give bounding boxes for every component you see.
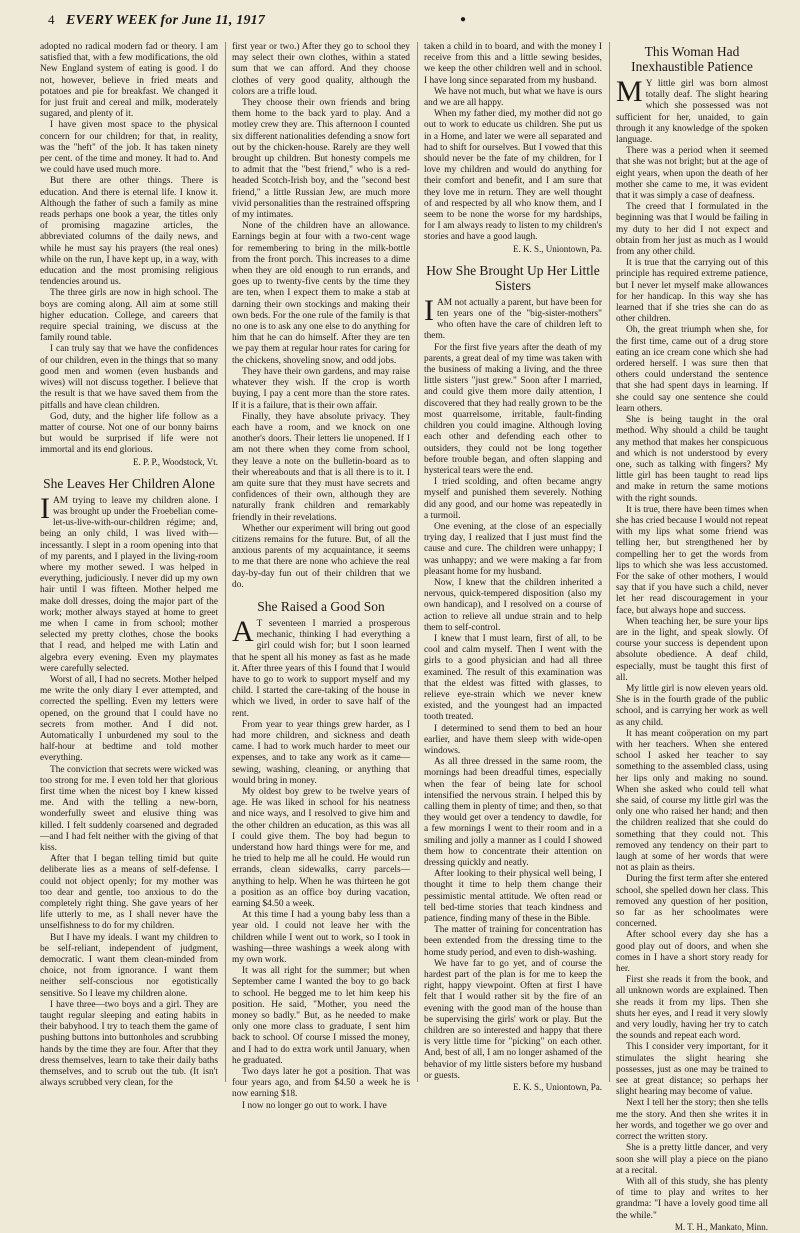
article-title: She Leaves Her Children Alone <box>43 475 215 491</box>
paragraph: She is a pretty little dancer, and very soon she will play a piece on the piano at a recital. <box>616 1143 768 1176</box>
paragraph: After looking to their physical well being, I thought it time to help them change their pessimistic mental attitude. We often read or tell bed-time stories that teach kindness and patience, finding many of these in the Bible. <box>424 869 602 925</box>
paragraph: I can truly say that we have the confidences of our children, even in the things that so many good men and women (even husbands and wives) will not discuss together. I believe that the result is that we have saved them from the pitfalls and have clean children. <box>40 344 218 411</box>
column-4 <box>616 42 768 1232</box>
paragraph: We have not much, but what we have is ours and we are all happy. <box>424 86 602 109</box>
paragraph: There was a period when it seemed that she was not bright; but at the age of eight years, when upon the death of her mother she came to me, it was evident that it was simply a case of deafness. <box>616 146 768 202</box>
paragraph: I have given most space to the physical concern for our children; for that, in reality, was the "heft" of the job. It has taken ninety per cent. of the time and money. It had to. And we could have used much more. <box>40 120 218 176</box>
page-header <box>48 12 764 34</box>
paragraph: Now, I knew that the children inherited a nervous, quick-tempered disposition (also my own handicap), and I resolved on a course of action to relieve all undue strain and to help them to self-control. <box>424 577 602 633</box>
column-1 <box>40 42 218 1089</box>
paragraph: It is true that the carrying out of this principle has required extreme patience, but I never let myself make allowances for her handicap. In this way she has learned that if she tries she can do as other children. <box>616 258 768 325</box>
column-divider <box>225 42 226 1082</box>
paragraph: From year to year things grew harder, as I had more children, and sickness and death came. I had to work much harder to meet our expenses, and to take any work as it came—sewing, washing, cleaning, or anything that would bring in money. <box>232 719 410 786</box>
ornament-dot-icon: ● <box>460 14 467 25</box>
paragraph: This I consider very important, for it stimulates the slight hearing she possesses, just as one may be trained to see at great distance; so perhaps her slight hearing may become of value. <box>616 1042 768 1098</box>
paragraph: first year or two.) After they go to school they may select their own clothes, within a stated sum that we can afford. And they choose clothes of very good quality, although the colors are a trifle loud. <box>232 42 410 97</box>
article-title: She Raised a Good Son <box>257 598 385 614</box>
article-lead-paragraph <box>616 75 768 146</box>
continued-article <box>40 42 218 468</box>
article-lead-paragraph <box>232 614 410 720</box>
paragraph: But there are other things. There is education. And there is eternal life. I know it. Although the father of such a family as mine reads perhaps one book a year, the titles only of promising magazine articles, the abbreviated columns of the daily news, and while he must say his prayers (the real ones) while on the run, I have kept up, in a way, with education and the most promising religious tendencies around us. <box>40 176 218 288</box>
paragraph: One evening, at the close of an especially trying day, I realized that I just must find the cause and cure. The children were unhappy; I was unhappy; and we were making a far from pleasant home for my husband. <box>424 521 602 577</box>
paragraph: My little girl is now eleven years old. She is in the fourth grade of the public school, and is carrying her work as well as any child. <box>616 683 768 728</box>
paragraph: When my father died, my mother did not go out to work to educate us children. She put us in a Home, and later we were all separated and had to shift for ourselves. But I vowed that this should never be the fate of my children, for I love my children and would do anything for their comfort and benefit, and I am sure that they love me in return. They are well thought of and respected by all who know them, and I seem to be none the worse for my hardships, for I am always ready to listen to my children's stories and have a good laugh. <box>424 109 602 243</box>
paragraph: adopted no radical modern fad or theory. I am satisfied that, with a few modifications, the old New England system of eating is good. I do not, however, believe in fried meats and potatoes and pie for breakfast. We changed it for just fruit and cereal and milk, moderately sugared, and plenty of it. <box>40 42 218 120</box>
column-2 <box>232 42 410 1111</box>
article-lead-paragraph <box>424 293 602 343</box>
column-divider <box>417 42 418 1082</box>
paragraph: I knew that I must learn, first of all, to be cool and calm myself. Then I went with the girls to a good physician and had all three examined. The result of this examination was that the eldest was fitted with glasses, to relieve eye-strain which we never knew existed, and the youngest had an impacted tooth treated. <box>424 633 602 723</box>
paragraph: Two days later he got a position. That was four years ago, and from $4.50 a week he is now earning $18. <box>232 1067 410 1100</box>
lead-text: AM not actually a parent, but have been for ten years one of the "big-sister-mothers" who often have the care of children left to them. <box>424 297 602 342</box>
signature: M. T. H., Mankato, Minn. <box>674 1221 768 1232</box>
paragraph: Next I tell her the story; then she tells me the story. And then she writes it in her words, and together we go over and correct the written story. <box>616 1098 768 1143</box>
paragraph: It is true, there have been times when she has cried because I would not repeat with my lips what some friend was telling her, but strengthened her by compelling her to get the words from lips to which she was less accustomed. For the sake of other mothers, I would say that if you have such a child, never let her read discouragement in your face, but always hope and success. <box>616 504 768 616</box>
drop-cap: I <box>40 491 50 525</box>
paragraph: But I have my ideals. I want my children to be self-reliant, independent of judgment, democratic. I want them clean-minded from choice, not from ignorance. I want them neither self-conscious nor egotistically sensitive. So I leave my children alone. <box>40 932 218 999</box>
paragraph: They choose their own friends and bring them home to the back yard to play. And a motley crew they are. This afternoon I counted six different nationalities defending a snow fort out by the chicken-house. Rarely are they well brought up children. But honesty compels me to admit that the "best friend," who is a red-headed Scotch-Irish boy, and the "second best friend," a little Russian Jew, are much more vivid personalities than the restrained offspring of my intimates. <box>232 98 410 221</box>
paragraph: The conviction that secrets were wicked was too strong for me. I even told her that glorious first time when the nicest boy I knew kissed me. And with the telling a new-born, wonderfully sweet and elusive thing was killed. I felt suddenly coarsened and degraded—and I had felt neither with the giving of that kiss. <box>40 764 218 854</box>
signature: E. K. S., Uniontown, Pa. <box>512 1082 602 1093</box>
paragraph: First she reads it from the book, and all unknown words are explained. Then she reads it from my lips. Then she shuts her eyes, and I read it very slowly and very loudly, having her try to catch the sounds and repeat each word. <box>616 975 768 1042</box>
paragraph: I have three—two boys and a girl. They are taught regular sleeping and eating habits in their babyhood. I try to teach them the game of pushing buttons into buttonholes and scrubbing hands by the time they are four. After that they dress themselves, learn to take their daily baths themselves, and to scrub out the tub. (It isn't always scrubbed very clean, for the <box>40 999 218 1089</box>
masthead: EVERY WEEK for June 11, 1917 <box>66 13 266 28</box>
paragraph: The creed that I formulated in the beginning was that I would be failing in my duty to her did I not expect and obtain from her just as much as I would from any other child. <box>616 202 768 258</box>
paragraph: It has meant coöperation on my part with her teachers. When she entered school I asked her teacher to say something to the assembled class, using her lips only and making no sound. When she asked who could tell what she said, of course my little girl was the only one who raised her hand; and then the children realized that she could do something that they could not. This removed any tendency on their part to laugh at some of her words that were not as plain as theirs. <box>616 728 768 874</box>
lead-text: Y little girl was born almost totally deaf. The slight hearing which she possessed was not sufficient for her, unaided, to gain through it any knowledge of the spoken language. <box>616 79 768 146</box>
paragraph: I tried scolding, and often became angry myself and punished them severely. Nothing did any good, and our home was repeatedly in a turmoil. <box>424 477 602 521</box>
paragraph: At this time I had a young baby less than a year old. I could not leave her with the children while I went out to work, so I took in washing—three washings a week along with my own work. <box>232 910 410 966</box>
paragraph: Worst of all, I had no secrets. Mother helped me write the only diary I ever attempted, and corrected the spelling. Even my letters were opened, on the ground that I could have no secrets from mother. And I did not. Automatically I unburdened my soul to the half-hour at bedtime and told mother everything. <box>40 674 218 764</box>
paragraph: After that I began telling timid but quite deliberate lies as a means of self-defense. I could not object openly; for my mother was too dear and gentle, too anxious to do the completely right thing. She gave years of her life utterly to me, as I shall never have the unselfishness to do for my children. <box>40 854 218 932</box>
drop-cap: M <box>616 75 643 108</box>
signature: E. K. S., Uniontown, Pa. <box>512 243 602 254</box>
drop-cap: A <box>232 614 254 648</box>
paragraph: She is being taught in the oral method. Why should a child be taught any method that makes her conspicuous and which is not understood by every one, such as talking with fingers? My little girl has been taught to read lips and make in return the same motions with the right sounds. <box>616 415 768 504</box>
paragraph: With all of this study, she has plenty of time to play and writes to her grandma: "I have a lovely good time all the while." <box>616 1176 768 1221</box>
article-lead-paragraph <box>40 491 218 675</box>
lead-text: AM trying to leave my children alone. I was brought up under the Froebelian come-let-us-live-with-our-children régime; and, being an only child, I was lived with—incessantly. I slept in a room opening into that of my parents, and I played in the living-room where my mother sewed. I was helped in everything, judiciously. I never did up my own hair until I was fifteen. Mother helped me make doll dresses, doing the major part of the work; mother always stayed at home to greet me when I came in from school; mother selected my pretty clothes, chose the books that I read, and helped me with Latin and algebra every evening. Even my playmates were carefully selected. <box>40 495 218 674</box>
paragraph: We have far to go yet, and of course the hardest part of the plan is for me to keep the right, happy viewpoint. Often at first I have felt that I would rather sit by the fire of an evening with the good man of the house than be supervising the girls' work or play. But the children are so interested and happy that there is very little time for "picking" on each other. And, best of all, I am no longer ashamed of the behavior of my little sisters before my husband or guests. <box>424 958 602 1081</box>
paragraph: They have their own gardens, and may raise whatever they wish. If the crop is worth buying, I pay a cent more than the store rates. If it is a failure, that is their own affair. <box>232 366 410 411</box>
page-number: 4 <box>48 12 55 27</box>
paragraph: The matter of training for concentration has been extended from the dressing time to the home study period, and even to dish-washing. <box>424 925 602 958</box>
paragraph: The three girls are now in high school. The boys are coming along. All aim at some still higher education. College, and careers that require special training, we discuss at the family round table. <box>40 288 218 344</box>
paragraph: taken a child in to board, and with the money I receive from this and a little sewing besides, we keep the other children well and in school. I have long since separated from my husband. <box>424 42 602 86</box>
paragraph: Whether our experiment will bring out good citizens remains for the future. But, of all the anxious parents of my acquaintance, it seems to me that there are none who achieve the real day-by-day fun out of their children that we do. <box>232 523 410 590</box>
article-title: How She Brought Up Her Little Sisters <box>426 262 600 293</box>
lead-text: T seventeen I married a prosperous mechanic, thinking I had everything a girl could wish for; but I soon learned that he spent all his money as fast as he made it. After three years of this I found that I would have to go to work to support myself and my child. I started the care-taking of the house in which we lived, in order to save half of the rent. <box>232 618 410 719</box>
article-title: This Woman Had Inexhaustible Patience <box>631 44 753 74</box>
paragraph: I now no longer go out to work. I have <box>242 1100 387 1111</box>
article-columns <box>40 42 768 1232</box>
paragraph: During the first term after she entered school, she spelled down her class. This removed any question of her position, so far as her schoolmates were concerned. <box>616 874 768 930</box>
paragraph: As all three dressed in the same room, the mornings had been dreadful times, especially when the fear of being late for school intensified the nervous strain. I helped this by calling them in plenty of time; and then, so that they would get over a tendency to dawdle, for a few mornings I went to their room and in a smiling and jolly a manner as I could I showed them how to concentrate their attention on dressing quickly and neatly. <box>424 757 602 869</box>
paragraph: God, duty, and the higher life follow as a matter of course. Not one of our bonny bairns but would be surprised if life were not immortal and its end glorious. <box>40 411 218 456</box>
paragraph: My oldest boy grew to be twelve years of age. He was liked in school for his neatness and nice ways, and I resolved to give him and the other children an education, as this was all I could give them. The boy had begun to understand how hard things were for me, and he tried to help me all he could. He would run errands, clean sidewalks, carry parcels—anything to help. When he was thirteen he got a position as an office boy during vacation, earning $4.50 a week. <box>232 787 410 910</box>
paragraph: None of the children have an allowance. Earnings begin at four with a two-cent wage for remembering to bring in the milk-bottle from the front porch. This increases to a dime when they are old enough to run errands, and goes up to twenty-five cents by the time they are ten, when I expect them to make a stab at darning their own stockings and making their own beds. For the one rule of the family is that no one is to ask any one else to do anything for him that he can do himself. After they are ten we pay them at regular hour rates for caring for the chickens, shoveling snow, and odd jobs. <box>232 221 410 366</box>
signature: E. P. P., Woodstock, Vt. <box>133 456 218 467</box>
paragraph: After school every day she has a good play out of doors, and when she comes in I have a short story ready for her. <box>616 930 768 975</box>
paragraph: Finally, they have absolute privacy. They each have a room, and we knock on one another's doors. Their letters lie unopened. If I am not there when they come from school, they leave a note on the bulletin-board as to their whereabouts and that is all there is to it. I am quite sure that they must have secrets and confidences of their own, although they are naturally frank children and remarkably friendly in their revelations. <box>232 411 410 523</box>
paragraph: It was all right for the summer; but when September came I wanted the boy to go back to school. He begged me to let him keep his position. He said, "Mother, you need the money so badly." But, as he needed to make only one more class to graduate, I sent him back to school. Of course I missed the money, and I had to do extra work until January, when he graduated. <box>232 966 410 1066</box>
column-3 <box>424 42 602 1093</box>
paragraph: I determined to send them to bed an hour earlier, and have them sleep with wide-open windows. <box>424 723 602 756</box>
paragraph: For the first five years after the death of my parents, a great deal of my time was taken with the business of making a living, and the three little sisters "just grew." Soon after I married, and could give them more daily attention, I discovered that they had really grown to be the most quarrelsome, irritable, fault-finding children you could imagine. Although loving each other and defending each other to outsiders, they could not be long together before trouble began, and often slapping and hysterical tears were the end. <box>424 342 602 476</box>
paragraph: When teaching her, be sure your lips are in the light, and speak slowly. Of course your success is dependent upon absolute obedience. A deaf child, especially, must be taught this first of all. <box>616 616 768 683</box>
drop-cap: I <box>424 293 434 327</box>
column-divider <box>609 42 610 1082</box>
paragraph: Oh, the great triumph when she, for the first time, came out of a drug store eating an ice cream cone which she had ordered herself. I was sure then that others could understand the sentence that she had spent days in learning. If she could say one sentence she could learn others. <box>616 325 768 414</box>
